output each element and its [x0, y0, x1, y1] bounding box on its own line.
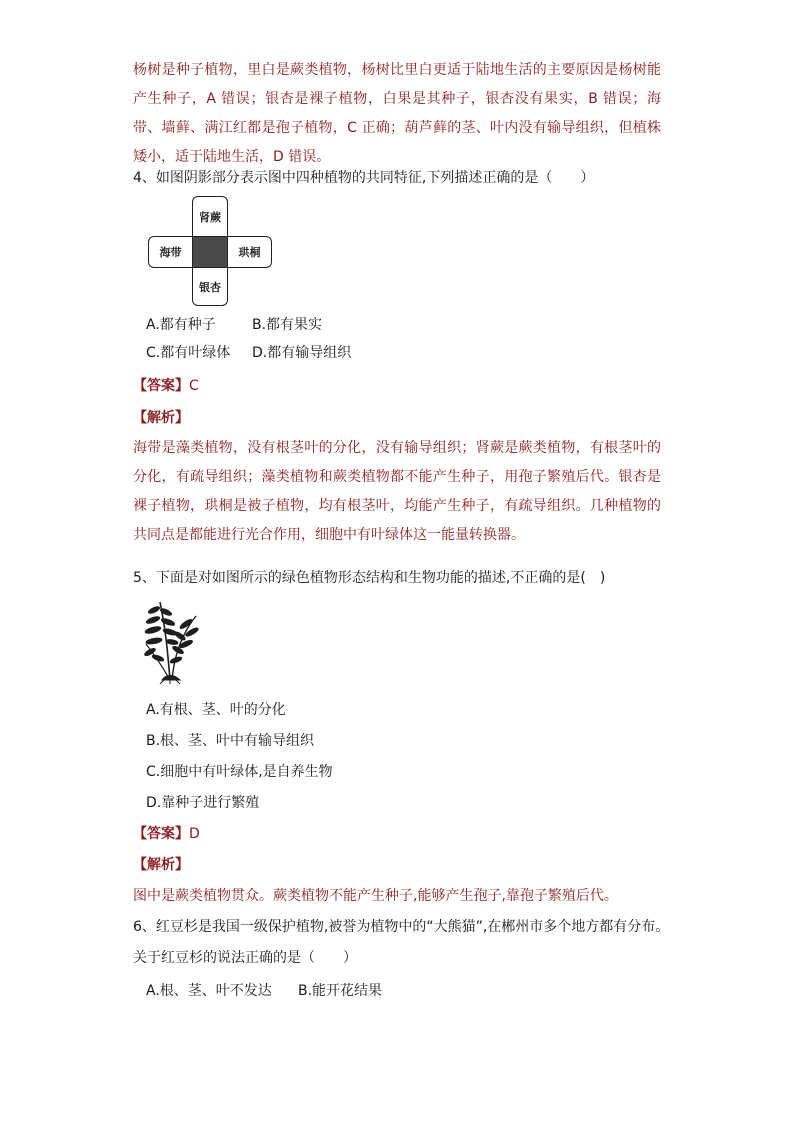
q5-answer-value: D — [189, 826, 200, 842]
q5-option-b: B.根、茎、叶中有输导组织 — [146, 733, 315, 749]
q5-option-c: C.细胞中有叶绿体,是自养生物 — [146, 764, 333, 780]
fern-plant-image — [140, 596, 206, 684]
q4-option-c: C.都有叶绿体 — [146, 345, 231, 361]
diagram-cell-right: 珙桐 — [228, 236, 272, 268]
q5-option-a: A.有根、茎、叶的分化 — [146, 702, 286, 718]
question-4-stem: 4、如图阴影部分表示图中四种植物的共同特征,下列描述正确的是（ ） — [133, 170, 595, 186]
q4-analysis-label: 【解析】 — [133, 410, 189, 426]
q4-option-b: B.都有果实 — [252, 317, 323, 333]
q4-answer — [133, 376, 199, 396]
q5-answer — [133, 824, 200, 844]
diagram-cell-bottom: 银杏 — [192, 268, 228, 306]
q5-analysis: 图中是蕨类植物贯众。蕨类植物不能产生种子,能够产生孢子,靠孢子繁殖后代。 — [133, 888, 618, 904]
question-6-stem-line1: 6、红豆杉是我国一级保护植物,被誉为植物中的“大熊猫”,在郴州市多个地方都有分布。 — [133, 919, 670, 935]
q5-option-d: D.靠种子进行繁殖 — [146, 795, 260, 811]
diagram-cell-left: 海带 — [148, 236, 192, 268]
diagram-shaded-center — [192, 236, 228, 268]
question-5-stem: 5、下面是对如图所示的绿色植物形态结构和生物功能的描述,不正确的是( ) — [133, 570, 606, 586]
q4-answer-value: C — [189, 378, 199, 394]
q5-analysis-label: 【解析】 — [133, 857, 189, 873]
question-6-stem-line2: 关于红豆杉的说法正确的是（ ） — [133, 950, 357, 966]
q4-analysis: 海带是藻类植物，没有根茎叶的分化，没有输导组织；肾蕨是蕨类植物，有根茎叶的分化，有疏导组织；藻类植物和蕨类植物都不能产生种子，用孢子繁殖后代。银杏是裸子植物，珙桐是被子植物，均有根茎叶，均能产生种子，有疏导组织。几种植物的共同点是都能进行光合作用，细胞中有叶绿体这一能量转换器。 — [133, 440, 661, 543]
q4-option-d: D.都有输导组织 — [252, 345, 352, 361]
q6-option-b: B.能开花结果 — [298, 983, 383, 999]
q4-answer-label: 【答案】 — [133, 378, 189, 394]
plant-cross-diagram — [148, 196, 272, 306]
q5-answer-label: 【答案】 — [133, 826, 189, 842]
diagram-cell-top: 肾蕨 — [192, 196, 228, 236]
q6-option-a: A.根、茎、叶不发达 — [146, 983, 272, 999]
q4-option-a: A.都有种子 — [146, 317, 216, 333]
previous-explanation: 杨树是种子植物，里白是蕨类植物，杨树比里白更适于陆地生活的主要原因是杨树能产生种子，A 错误；银杏是裸子植物，白果是其种子，银杏没有果实，B 错误；海带、墙藓、满江红都是孢子植物，C 正确；葫芦藓的茎、叶内没有输导组织，但植株矮小，适于陆地生活，D 错误。 — [133, 62, 661, 165]
